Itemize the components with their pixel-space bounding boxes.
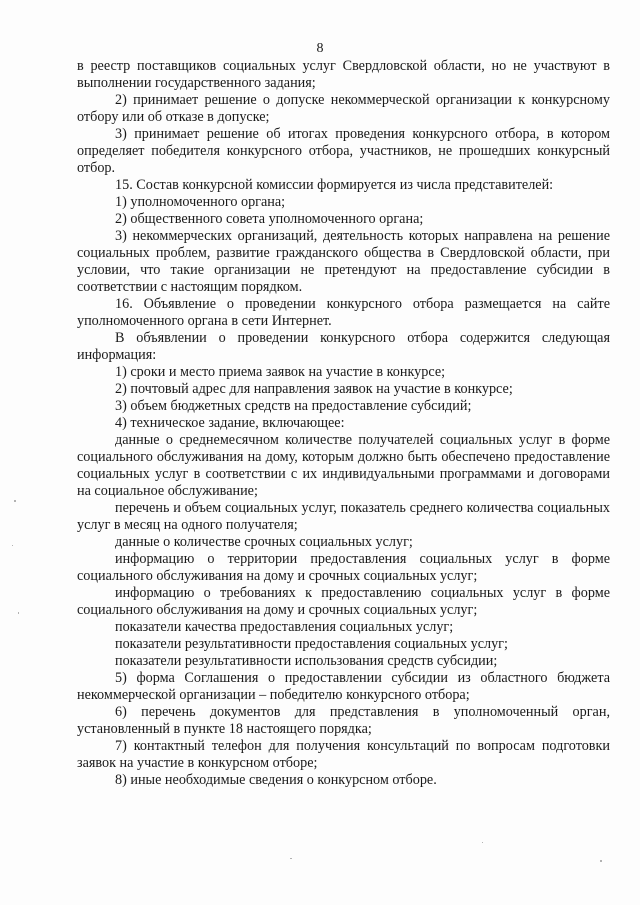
paragraph: показатели результативности использования средств субсидии;: [115, 653, 498, 669]
paragraph: показатели результативности предоставления социальных услуг;: [115, 636, 508, 652]
scan-speck: [12, 545, 13, 546]
paragraph: перечень и объем социальных услуг, показатель среднего количества социальных услуг в месяц на одного получателя;: [77, 500, 610, 533]
paragraph: В объявлении о проведении конкурсного отбора содержится следующая информация:: [77, 330, 610, 363]
paragraph: показатели качества предоставления социальных услуг;: [115, 619, 454, 635]
scan-speck: [18, 612, 19, 614]
paragraph: 16. Объявление о проведении конкурсного отбора размещается на сайте уполномоченного органа в сети Интернет.: [77, 296, 610, 329]
paragraph: 1) уполномоченного органа;: [115, 194, 286, 210]
paragraph: 2) почтовый адрес для направления заявок на участие в конкурсе;: [115, 381, 513, 397]
scan-speck: [290, 858, 292, 859]
paragraph: 1) сроки и место приема заявок на участие в конкурсе;: [115, 364, 446, 380]
paragraph: 3) принимает решение об итогах проведения конкурсного отбора, в котором определяет победителя конкурсного отбора, участников, не прошедших конкурсный отбор.: [77, 126, 610, 176]
paragraph: в реестр поставщиков социальных услуг Свердловской области, но не участвуют в выполнении государственного задания;: [77, 58, 610, 91]
paragraph: 4) техническое задание, включающее:: [115, 415, 345, 431]
paragraph: данные о количестве срочных социальных услуг;: [115, 534, 413, 550]
scan-speck: [14, 500, 16, 502]
paragraph: 8) иные необходимые сведения о конкурсном отборе.: [115, 772, 437, 788]
document-body: [77, 58, 610, 789]
paragraph: данные о среднемесячном количестве получателей социальных услуг в форме социального обслуживания на дому, которым должно быть обеспечено предоставление социальных услуг в соответствии с их индивидуальными программами и договорами на социальное обслуживание;: [77, 432, 610, 499]
paragraph: 5) форма Соглашения о предоставлении субсидии из областного бюджета некоммерческой организации – победителю конкурсного отбора;: [77, 670, 610, 703]
paragraph: 7) контактный телефон для получения консультаций по вопросам подготовки заявок на участие в конкурсном отборе;: [77, 738, 610, 771]
paragraph: 3) некоммерческих организаций, деятельность которых направлена на решение социальных проблем, развитие гражданского общества в Свердловской области, при условии, что такие организации не претендуют на предоставление субсидии в соответствии с настоящим порядком.: [77, 228, 610, 295]
paragraph: 15. Состав конкурсной комиссии формируется из числа представителей:: [115, 177, 554, 193]
scan-speck: [600, 860, 602, 862]
paragraph: информацию о требованиях к предоставлению социальных услуг в форме социального обслуживания на дому и срочных социальных услуг;: [77, 585, 610, 618]
scan-speck: [482, 842, 483, 843]
paragraph: 2) принимает решение о допуске некоммерческой организации к конкурсному отбору или об отказе в допуске;: [77, 92, 610, 125]
paragraph: 2) общественного совета уполномоченного органа;: [115, 211, 424, 227]
paragraph: информацию о территории предоставления социальных услуг в форме социального обслуживания на дому и срочных социальных услуг;: [77, 551, 610, 584]
page-number: 8: [316, 41, 324, 56]
paragraph: 6) перечень документов для представления в уполномоченный орган, установленный в пункте 18 настоящего порядка;: [77, 704, 610, 737]
paragraph: 3) объем бюджетных средств на предоставление субсидий;: [115, 398, 472, 414]
